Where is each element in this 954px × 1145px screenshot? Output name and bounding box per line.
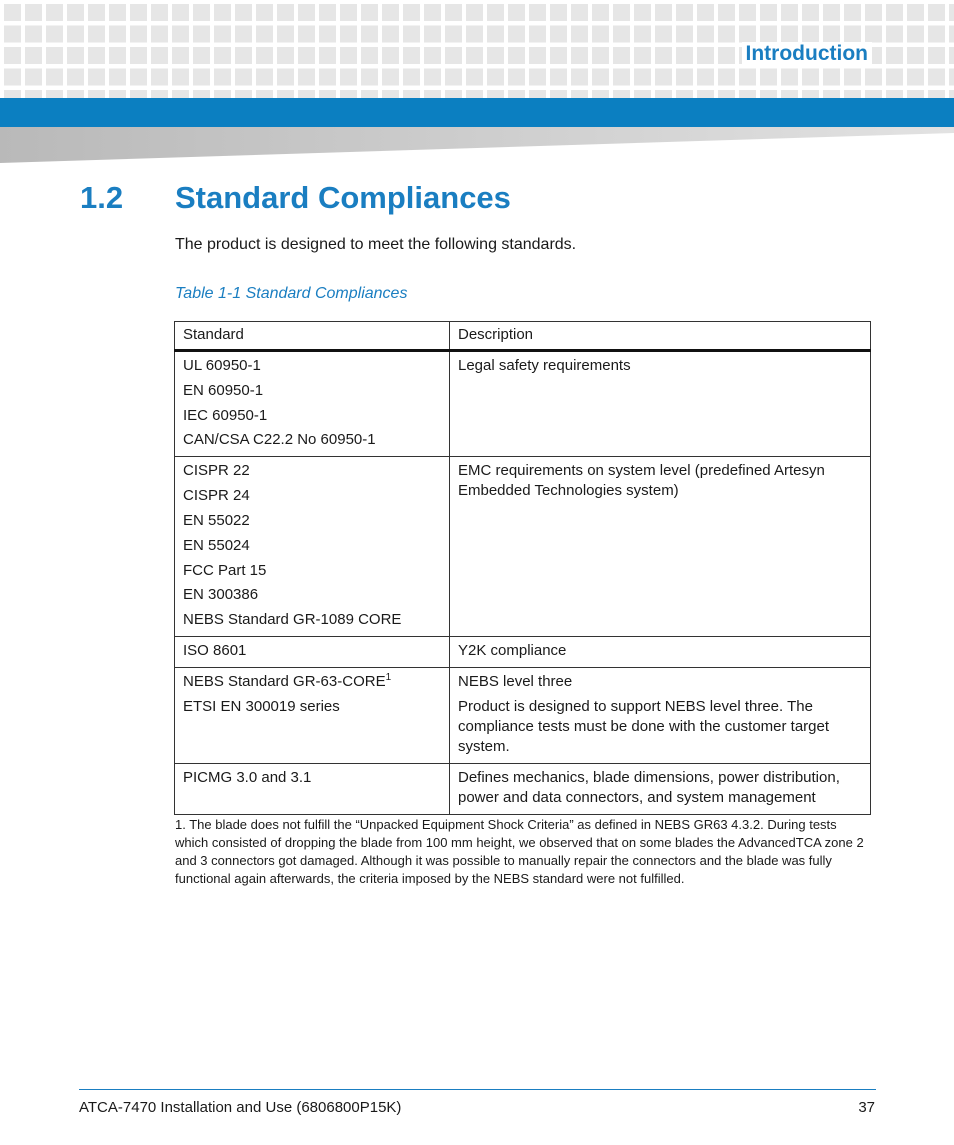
description-text: NEBS level three <box>458 673 573 691</box>
header-pattern <box>0 0 954 98</box>
footer-rule <box>79 1089 876 1090</box>
standard-item: ISO 8601 <box>183 642 247 660</box>
standard-item: NEBS Standard GR-1089 CORE <box>183 611 402 629</box>
intro-paragraph: The product is designed to meet the following standards. <box>175 236 577 253</box>
header-blue-bar <box>0 98 954 127</box>
description-cell <box>450 457 871 637</box>
table-caption: Table 1-1 Standard Compliances <box>175 285 408 302</box>
description-text: Product is designed to support NEBS level three. The compliance tests must be done with the customer target system. <box>458 698 830 756</box>
standards-cell <box>175 351 450 457</box>
table-header-row <box>175 322 871 351</box>
description-cell <box>450 764 871 815</box>
standard-item: FCC Part 15 <box>183 561 267 579</box>
column-header-standard: Standard <box>175 322 450 351</box>
column-header-description: Description <box>450 322 871 351</box>
standards-cell <box>175 764 450 815</box>
table-row <box>175 351 871 457</box>
standard-item: CISPR 24 <box>183 487 250 505</box>
table-row <box>175 668 871 764</box>
section-number: 1.2 <box>80 180 124 215</box>
standard-item: EN 55024 <box>183 536 250 554</box>
description-cell <box>450 668 871 764</box>
description-cell <box>450 351 871 457</box>
standard-item: ETSI EN 300019 series <box>183 697 340 715</box>
standards-cell <box>175 637 450 668</box>
description-text: EMC requirements on system level (predefined Artesyn Embedded Technologies system) <box>458 462 825 500</box>
table-row <box>175 637 871 668</box>
footnote-reference[interactable]: 1 <box>385 672 392 684</box>
description-text: Legal safety requirements <box>458 357 631 374</box>
standard-item-text: NEBS Standard GR-63-CORE <box>183 673 386 691</box>
table-row <box>175 457 871 637</box>
description-text: Defines mechanics, blade dimensions, power distribution, power and data connectors, and system management <box>458 769 840 807</box>
description-cell <box>450 637 871 668</box>
standards-cell <box>175 668 450 764</box>
header-grey-wedge <box>0 127 954 163</box>
standards-table <box>174 321 871 815</box>
standard-item: EN 60950-1 <box>183 381 264 399</box>
table-footnote: 1. The blade does not fulfill the “Unpacked Equipment Shock Criteria” as defined in NEBS GR63 4.3.2. During tests which consisted of dropping the blade from 100 mm height, we observed that on some blades the AdvancedTCA zone 2 and 3 connectors got damaged. Although it was possible to manually repair the connectors and the blade was fully functional again afterwards, the criteria imposed by the NEBS standard were not fulfilled. <box>175 817 864 886</box>
standard-item: EN 300386 <box>183 586 259 604</box>
footer-document-title: ATCA-7470 Installation and Use (6806800P15K) <box>79 1099 402 1116</box>
description-text: Y2K compliance <box>458 642 567 660</box>
standard-item: CISPR 22 <box>183 462 250 480</box>
running-section-title: Introduction <box>742 42 872 66</box>
standard-item: CAN/CSA C22.2 No 60950-1 <box>183 431 376 449</box>
standard-item: PICMG 3.0 and 3.1 <box>183 769 312 787</box>
standard-item: EN 55022 <box>183 511 250 529</box>
standard-item: UL 60950-1 <box>183 357 261 374</box>
standard-item <box>183 672 441 692</box>
standards-cell <box>175 457 450 637</box>
standard-item: IEC 60950-1 <box>183 406 268 424</box>
section-title: Standard Compliances <box>175 180 511 215</box>
page-number: 37 <box>858 1099 875 1116</box>
table-row <box>175 764 871 815</box>
